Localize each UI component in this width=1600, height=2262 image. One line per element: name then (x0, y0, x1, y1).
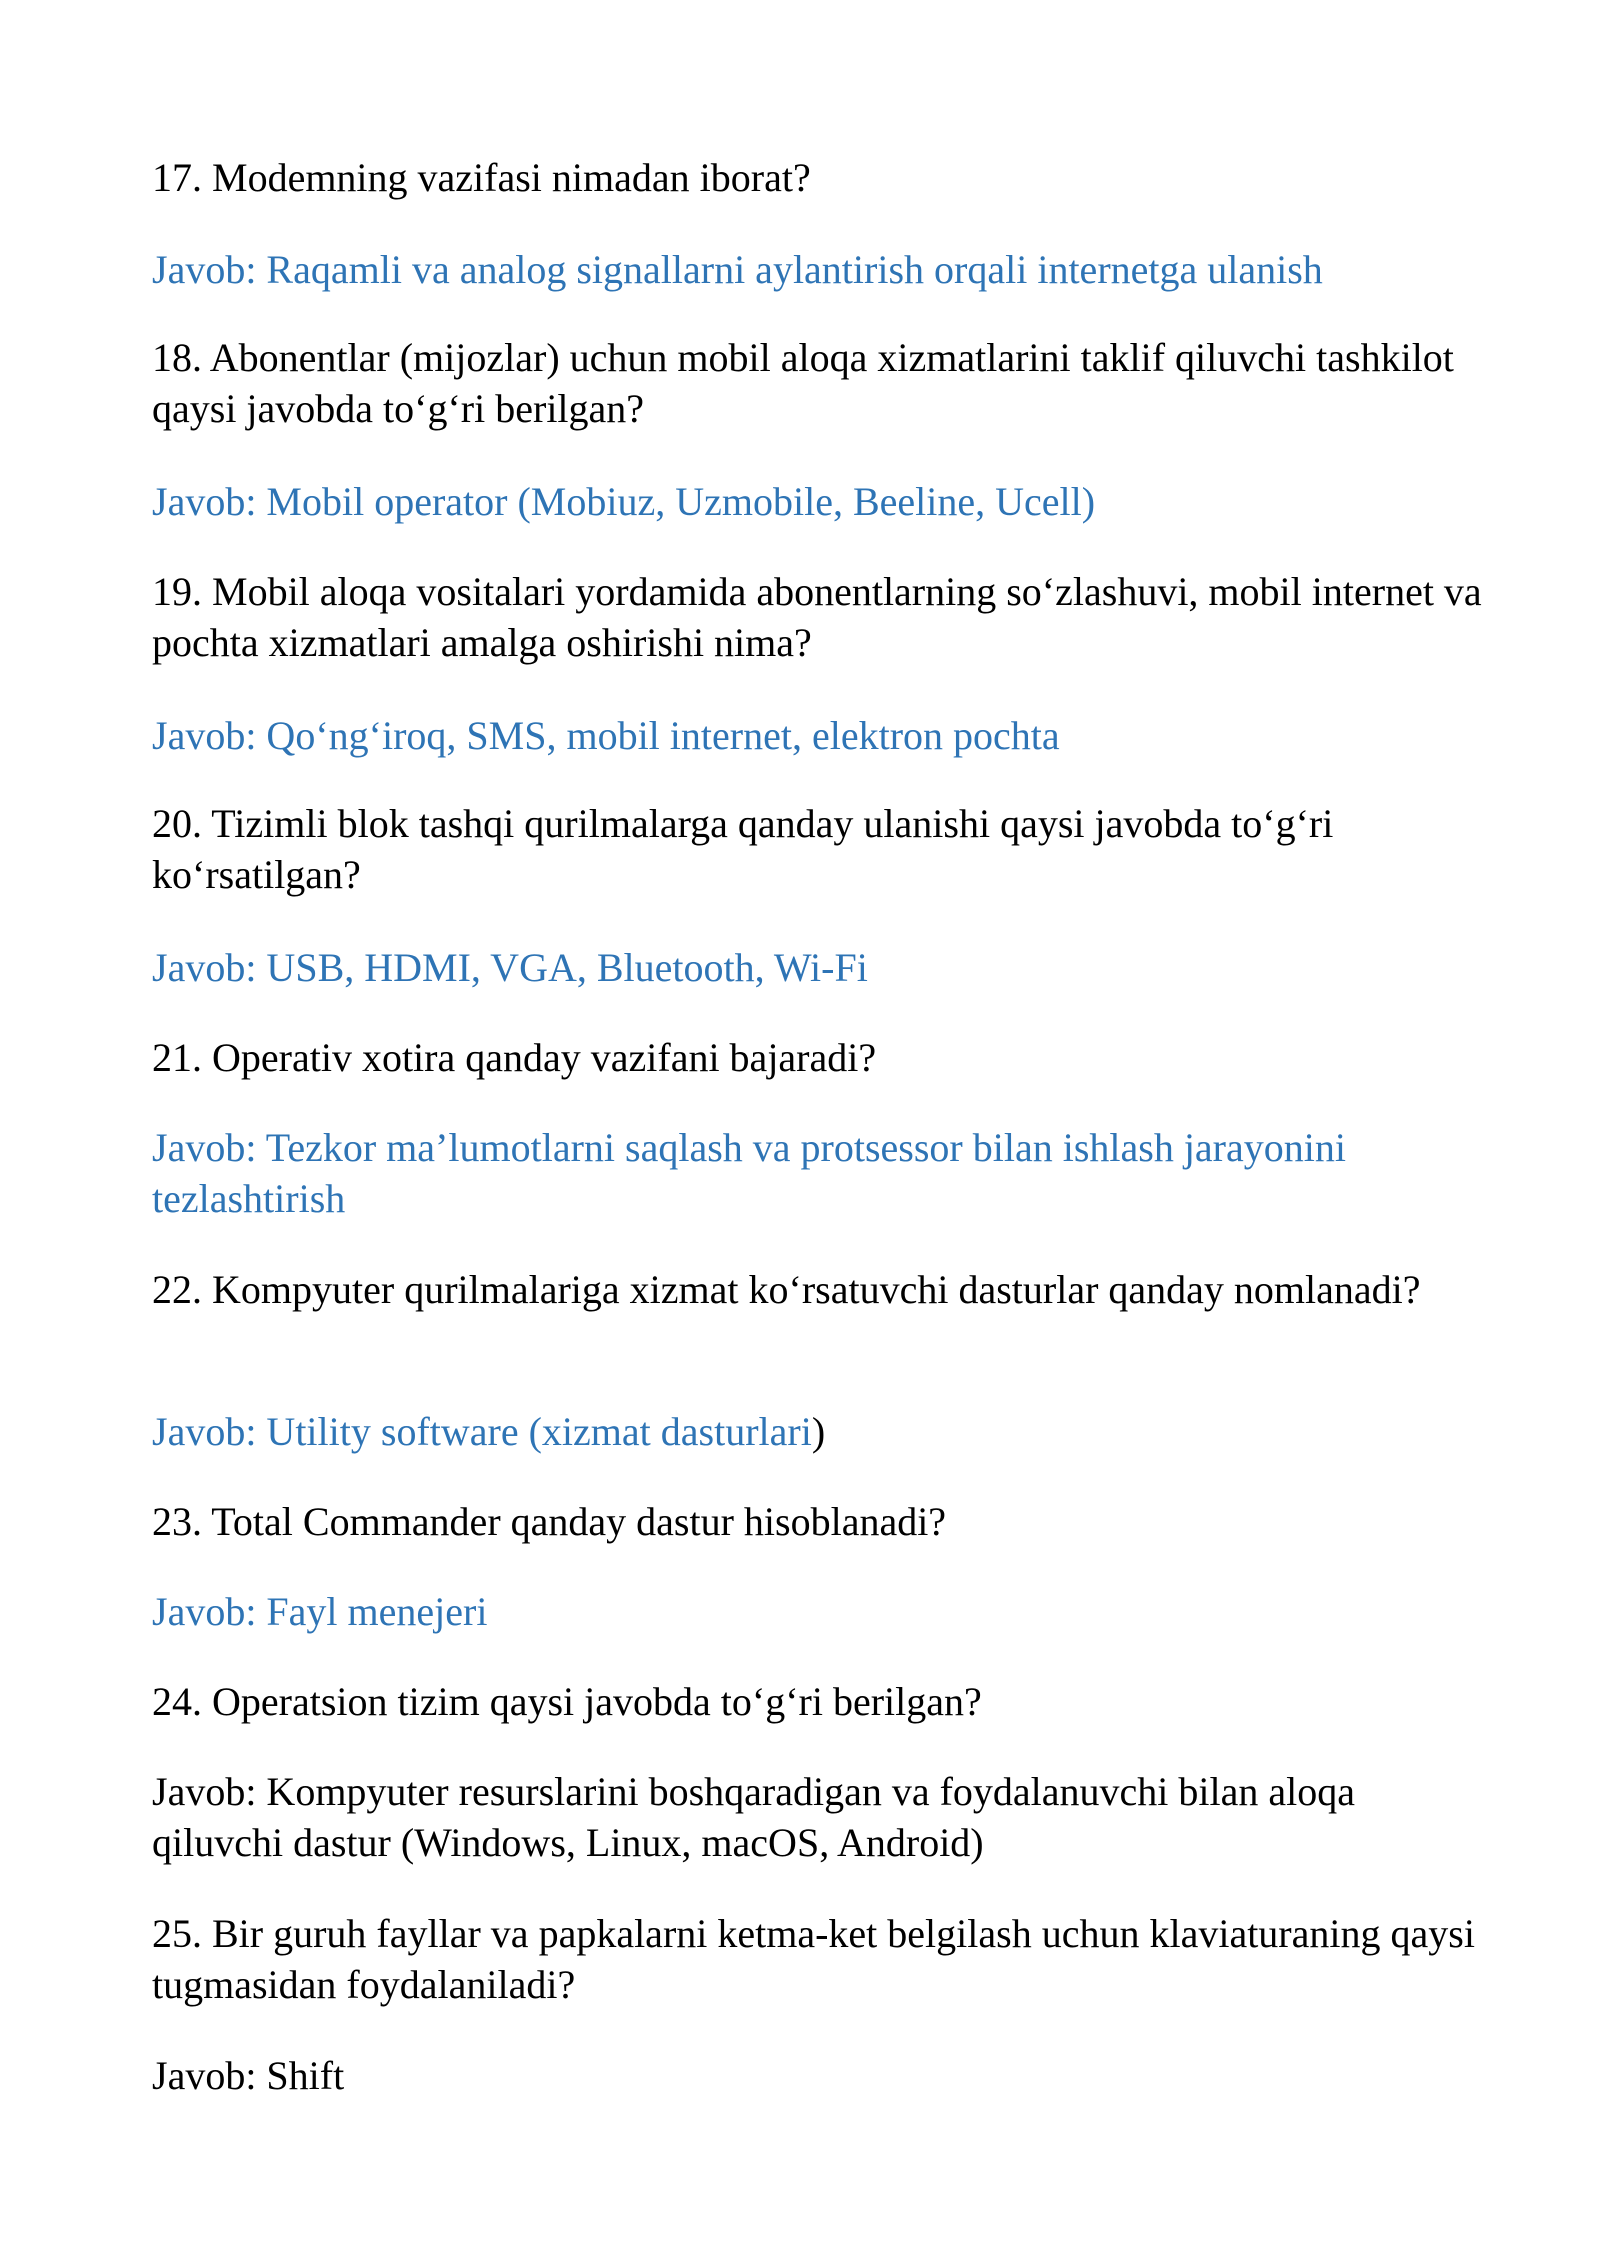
answer-22-tail: ) (811, 1409, 826, 1454)
question-17: 17. Modemning vazifasi nimadan iborat? (152, 155, 811, 200)
answer-23 (152, 1586, 1492, 1637)
question-19: 19. Mobil aloqa vositalari yordamida abonentlarning so‘zlashuvi, mobil internet va pochta xizmatlari amalga oshirishi nima? (152, 569, 1482, 665)
answer-18 (152, 476, 1492, 527)
answer-21-text: Javob: Tezkor ma’lumotlarni saqlash va protsessor bilan ishlash jarayonini tezlashtirish (152, 1125, 1346, 1221)
question-22: 22. Kompyuter qurilmalariga xizmat ko‘rsatuvchi dasturlar qanday nomlanadi? (152, 1267, 1421, 1312)
question-20: 20. Tizimli blok tashqi qurilmalarga qanday ulanishi qaysi javobda to‘g‘ri ko‘rsatilgan? (152, 801, 1334, 897)
answer-22-text: Javob: Utility software (xizmat dasturlari (152, 1409, 812, 1454)
answer-25-text: Javob: Shift (152, 2053, 345, 2098)
answer-21 (152, 1122, 1492, 1224)
answer-24-text: Javob: Kompyuter resurslarini boshqaradigan va foydalanuvchi bilan aloqa qiluvchi dastur (Windows, Linux, macOS, Android) (152, 1769, 1355, 1865)
question-23: 23. Total Commander qanday dastur hisoblanadi? (152, 1499, 947, 1544)
answer-23-text: Javob: Fayl menejeri (152, 1589, 488, 1634)
answer-24 (152, 1766, 1492, 1868)
question-18: 18. Abonentlar (mijozlar) uchun mobil aloqa xizmatlarini taklif qiluvchi tashkilot qaysi javobda to‘g‘ri berilgan? (152, 335, 1454, 431)
answer-17-text: Javob: Raqamli va analog signallarni aylantirish orqali internetga ulanish (152, 247, 1323, 292)
answer-19 (152, 710, 1492, 761)
answer-17 (152, 244, 1492, 295)
question-25: 25. Bir guruh fayllar va papkalarni ketma-ket belgilash uchun klaviaturaning qaysi tugmasidan foydalaniladi? (152, 1911, 1475, 2007)
answer-20 (152, 942, 1492, 993)
question-21: 21. Operativ xotira qanday vazifani bajaradi? (152, 1035, 877, 1080)
answer-18-text: Javob: Mobil operator (Mobiuz, Uzmobile, Beeline, Ucell) (152, 479, 1096, 524)
answer-22 (152, 1406, 1492, 1457)
answer-25 (152, 2050, 1492, 2101)
answer-19-text: Javob: Qo‘ng‘iroq, SMS, mobil internet, elektron pochta (152, 713, 1060, 758)
question-24: 24. Operatsion tizim qaysi javobda to‘g‘ri berilgan? (152, 1679, 982, 1724)
answer-20-text: Javob: USB, HDMI, VGA, Bluetooth, Wi-Fi (152, 945, 868, 990)
